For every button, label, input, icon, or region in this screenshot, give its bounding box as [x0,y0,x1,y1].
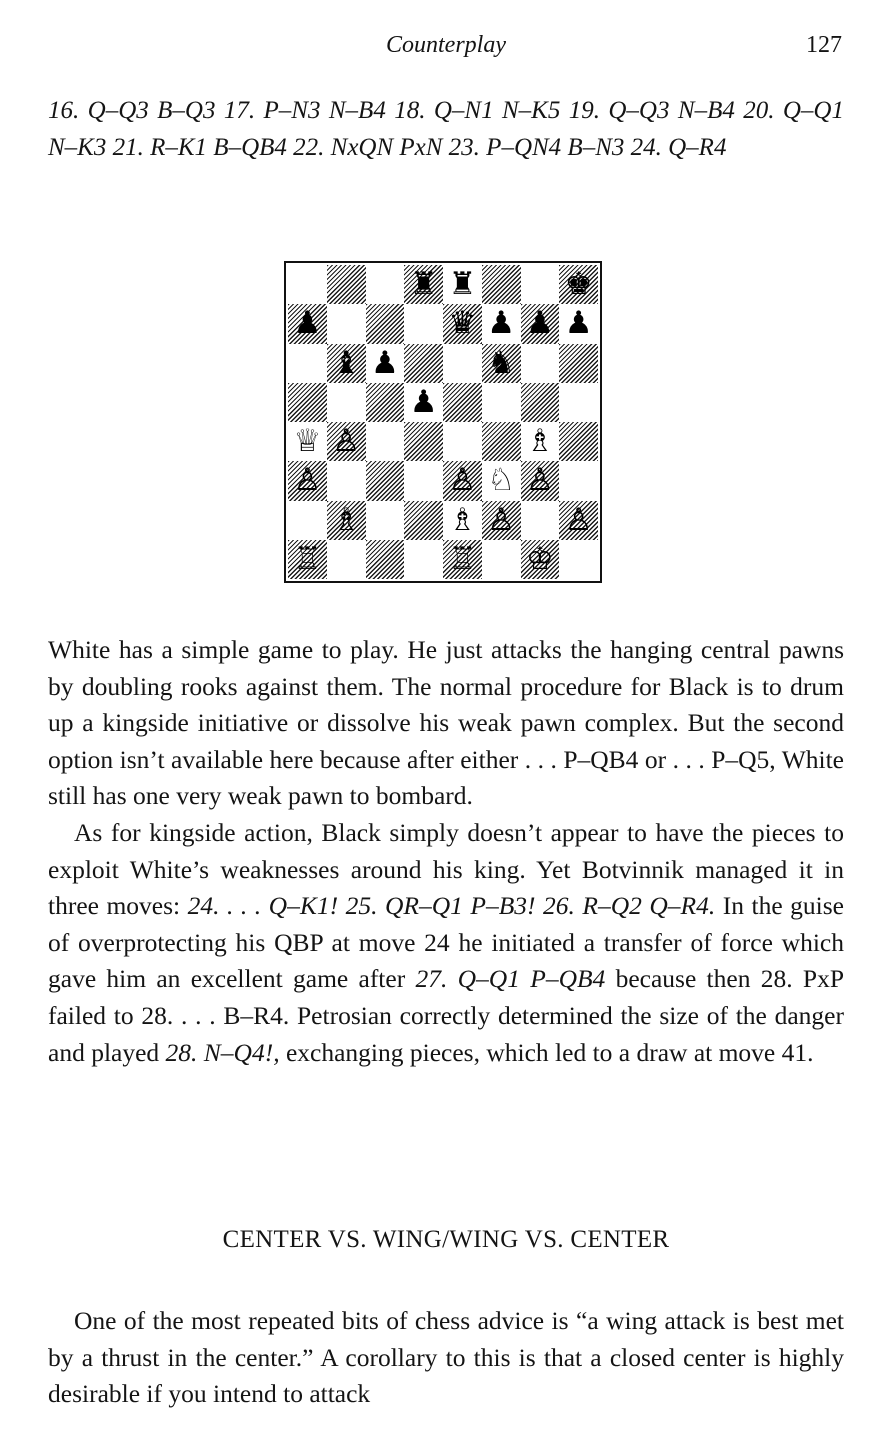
board-square [366,344,405,383]
board-square [366,265,405,304]
chess-piece-icon: ♗ [332,501,361,538]
chess-piece-icon: ♟ [487,305,516,342]
board-square [327,383,366,422]
board-square [288,540,327,579]
chess-diagram [284,261,602,583]
page-header [48,32,844,62]
chess-piece-icon: ♚ [564,266,593,303]
chess-piece-icon: ♙ [332,423,361,460]
board-square [404,265,443,304]
chess-piece-icon: ♟ [293,305,322,342]
board-square [366,422,405,461]
board-square [443,501,482,540]
chess-piece-icon: ♜ [409,266,438,303]
chess-piece-icon: ♜ [448,266,477,303]
chess-piece-icon: ♙ [448,462,477,499]
paragraph-2-moves-1: 24. . . . Q–K1! 25. QR–Q1 P–B3! 26. R–Q2 Q–R4. [187,891,716,921]
board-square [404,501,443,540]
chess-piece-icon: ♘ [487,462,516,499]
board-square [443,344,482,383]
board-square [559,344,598,383]
board-square [521,383,560,422]
board-square [559,265,598,304]
board-square [521,265,560,304]
chess-piece-icon: ♟ [370,344,399,381]
chess-piece-icon: ♟ [409,383,438,420]
board-square [366,383,405,422]
paragraph-2 [48,815,844,1071]
chess-piece-icon: ♗ [525,423,554,460]
board-square [482,265,521,304]
board-square [404,422,443,461]
chess-piece-icon: ♙ [487,501,516,538]
board-square [482,344,521,383]
page-number: 127 [806,32,842,58]
board-square [366,540,405,579]
board-square [559,304,598,343]
board-square [521,461,560,500]
board-square [521,540,560,579]
board-square [559,501,598,540]
board-square [288,501,327,540]
chess-piece-icon: ♖ [448,540,477,577]
board-square [559,383,598,422]
board-square [288,422,327,461]
board-square [366,461,405,500]
board-square [482,304,521,343]
board-square [443,422,482,461]
paragraph-2-text-4: exchanging pieces, which led to a draw at move 41. [279,1037,814,1067]
board-square [482,540,521,579]
board-square [404,304,443,343]
board-square [559,461,598,500]
board-square [482,501,521,540]
board-square [559,422,598,461]
chess-piece-icon: ♙ [293,462,322,499]
chess-piece-icon: ♗ [448,501,477,538]
paragraph-2-text-3: because then 28. PxP failed to 28. . . . B–R4. Petrosian correctly determined the size of the danger and played [48,964,844,1067]
board-square [443,461,482,500]
board-square [404,344,443,383]
board-square [482,383,521,422]
section-heading: CENTER VS. WING/WING VS. CENTER [222,1226,670,1253]
paragraph-2-moves-2: 27. Q–Q1 P–QB4 [415,964,606,994]
board-square [366,304,405,343]
board-square [288,304,327,343]
board-square [482,422,521,461]
paragraph-3: One of the most repeated bits of chess advice is “a wing attack is best met by a thrust in the center.” A corollary to this is that a closed center is highly desirable if you intend to attack [48,1306,844,1409]
running-head: Counterplay [386,32,506,58]
board-square [521,422,560,461]
board-square [327,422,366,461]
board-square [327,344,366,383]
board-square [366,501,405,540]
body-paragraph-3 [48,1303,844,1413]
board-square [288,344,327,383]
chess-piece-icon: ♛ [448,305,477,342]
board-square [521,344,560,383]
board-square [404,461,443,500]
body-paragraphs [48,632,844,1071]
chess-piece-icon: ♕ [293,423,322,460]
chess-piece-icon: ♟ [525,305,554,342]
paragraph-2-moves-3: 28. N–Q4!, [165,1037,280,1067]
board-square [288,461,327,500]
board-square [521,501,560,540]
board-square [404,383,443,422]
chess-piece-icon: ♙ [525,462,554,499]
paragraph-2-text-1: As for kingside action, Black simply doesn’t appear to have the pieces to exploit White’s weaknesses around his king. Yet Botvinnik managed it in three moves: [48,817,844,921]
board-square [327,265,366,304]
board-square [521,304,560,343]
chess-piece-icon: ♝ [332,344,361,381]
board-square [443,304,482,343]
board-square [327,461,366,500]
board-square [482,461,521,500]
board-square [443,383,482,422]
board-square [327,304,366,343]
board-square [327,540,366,579]
board-square [443,540,482,579]
chess-piece-icon: ♔ [525,540,554,577]
chess-piece-icon: ♞ [487,344,516,381]
board-square [404,540,443,579]
paragraph-2-text-2: In the guise of overprotecting his QBP at move 24 he initiated a transfer of force which gave him an excellent game after [48,891,844,994]
chess-piece-icon: ♟ [564,305,593,342]
board-square [443,265,482,304]
game-moves: 16. Q–Q3 B–Q3 17. P–N3 N–B4 18. Q–N1 N–K5 19. Q–Q3 N–B4 20. Q–Q1 N–K3 21. R–K1 B–QB4 22. NxQN PxN 23. P–QN4 B–N3 24. Q–R4 [48,97,844,161]
board-square [327,501,366,540]
board-square [288,383,327,422]
board-square [559,540,598,579]
chess-piece-icon: ♖ [293,540,322,577]
paragraph-1: White has a simple game to play. He just attacks the hanging central pawns by doubling rooks against them. The normal procedure for Black is to drum up a kingside initiative or dissolve his weak pawn complex. But the second option isn’t available here because after either . . . P–QB4 or . . . P–Q5, White still has one very weak pawn to bombard. [48,635,844,811]
chess-piece-icon: ♙ [564,501,593,538]
board-square [288,265,327,304]
